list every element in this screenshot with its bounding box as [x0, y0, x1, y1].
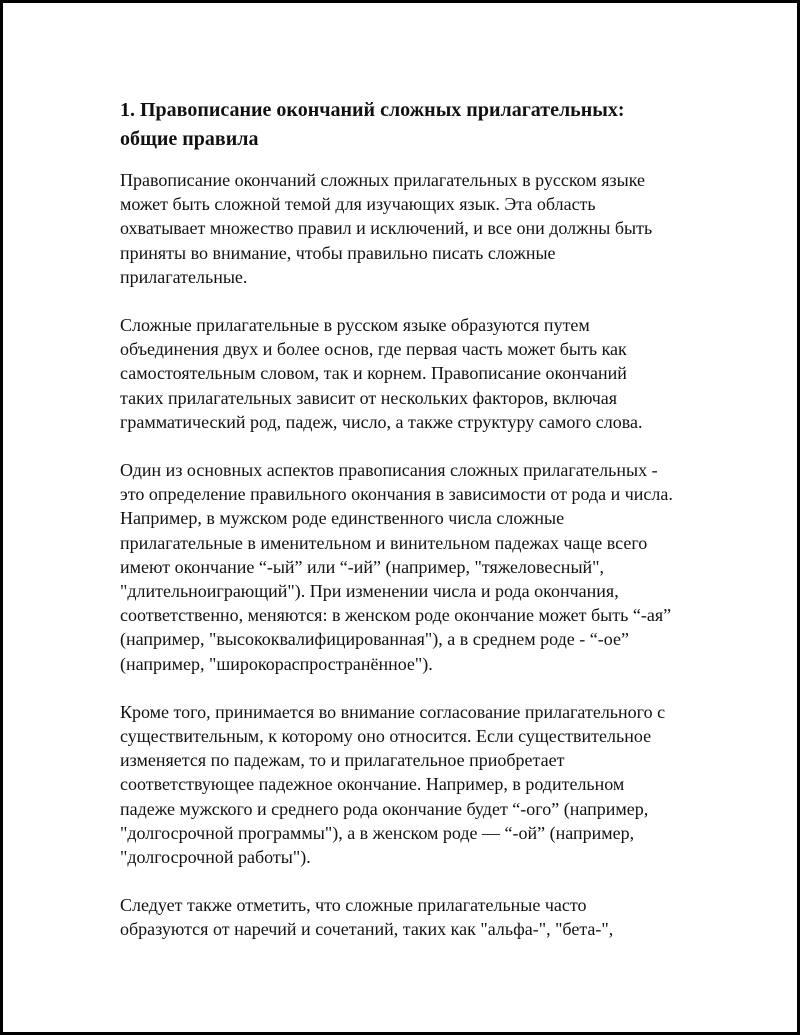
text-line: изменяется по падежам, то и прилагательное приобретает: [120, 750, 565, 771]
text-line: "долгосрочной программы"), а в женском роде — “-ой” (например,: [120, 822, 635, 843]
title-line: общие правила: [120, 128, 259, 150]
paragraph-3: [120, 458, 720, 676]
text-line: может быть сложной темой для изучающих язык. Эта область: [120, 194, 596, 215]
section-title: [120, 96, 720, 154]
text-line: грамматический род, падеж, число, а также структуру самого слова.: [120, 411, 643, 432]
text-line: прилагательные.: [120, 266, 248, 287]
text-line: таких прилагательных зависит от нескольких факторов, включая: [120, 387, 618, 408]
text-line: существительным, к которому оно относится. Если существительное: [120, 726, 652, 747]
text-line: имеют окончание “-ый” или “-ий” (например, "тяжеловесный",: [120, 556, 605, 577]
text-line: "длительноиграющий"). При изменении числа и рода окончания,: [120, 581, 619, 602]
text-line: приняты во внимание, чтобы правильно писать сложные: [120, 242, 556, 263]
text-line: (например, "широкораспространённое").: [120, 653, 433, 674]
text-line: соответствующее падежное окончание. Например, в родительном: [120, 774, 625, 795]
title-line: 1. Правописание окончаний сложных прилагательных:: [120, 99, 625, 121]
paragraph-4: [120, 700, 720, 869]
text-line: Правописание окончаний сложных прилагательных в русском языке: [120, 170, 645, 190]
document-body: [120, 96, 720, 966]
text-line: соответственно, меняются: в женском роде окончание может быть “-ая”: [120, 605, 672, 626]
text-line: Следует также отметить, что сложные прилагательные часто: [120, 895, 587, 916]
text-line: прилагательные в именительном и винительном падежах чаще всего: [120, 532, 648, 553]
text-line: охватывает множество правил и исключений, и все они должны быть: [120, 218, 653, 239]
paragraph-2: [120, 313, 720, 434]
paragraph-5: [120, 893, 720, 941]
text-line: самостоятельным словом, так и корнем. Правописание окончаний: [120, 363, 627, 384]
text-line: это определение правильного окончания в зависимости от рода и числа.: [120, 484, 673, 505]
text-line: (например, "высококвалифицированная"), а в среднем роде - “-ое”: [120, 629, 629, 650]
text-line: Например, в мужском роде единственного числа сложные: [120, 508, 565, 529]
text-line: Кроме того, принимается во внимание согласование прилагательного с: [120, 701, 666, 722]
text-line: Один из основных аспектов правописания сложных прилагательных -: [120, 460, 658, 481]
text-line: "долгосрочной работы").: [120, 847, 311, 868]
text-line: падеже мужского и среднего рода окончание будет “-ого” (например,: [120, 798, 649, 819]
paragraph-1: [120, 168, 720, 289]
text-line: образуются от наречий и сочетаний, таких как "альфа-", "бета-",: [120, 919, 614, 940]
text-line: объединения двух и более основ, где первая часть может быть как: [120, 339, 627, 360]
text-line: Сложные прилагательные в русском языке образуются путем: [120, 315, 590, 336]
